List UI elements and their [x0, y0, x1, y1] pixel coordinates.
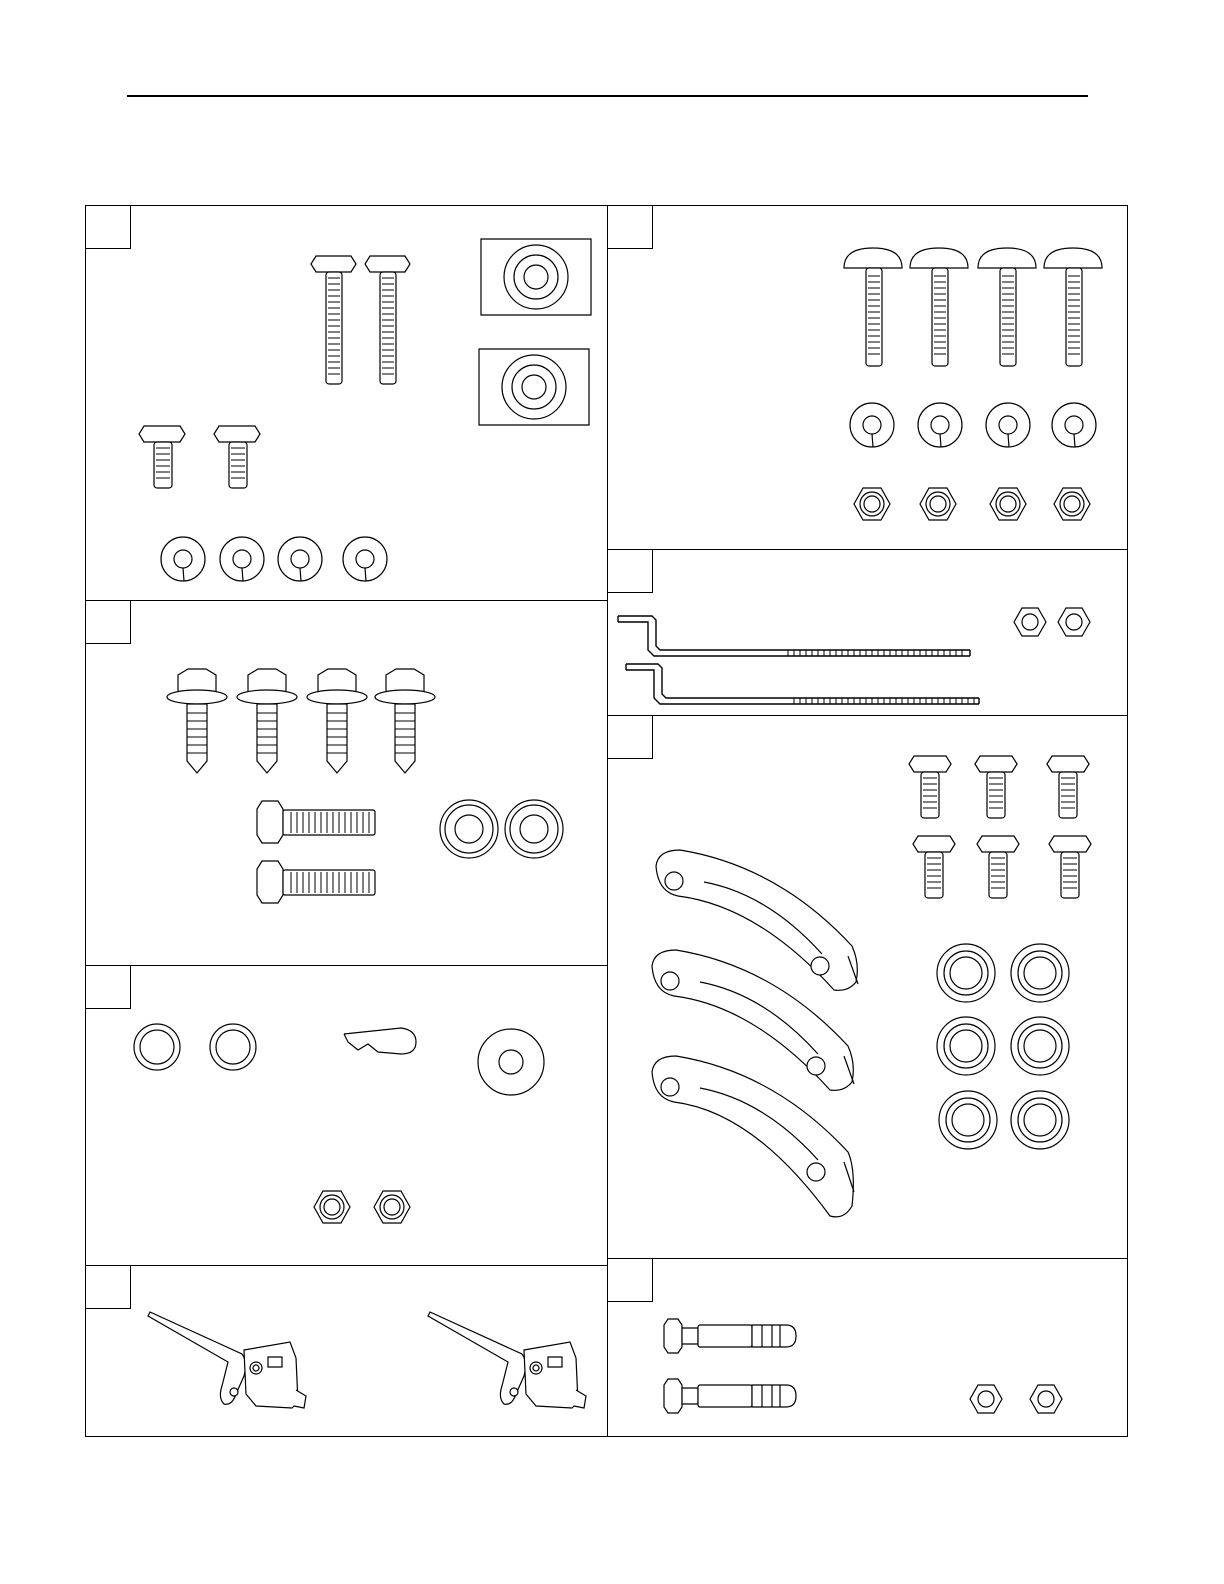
- flange-nut-icon: [1011, 1091, 1069, 1149]
- flange-nut-icon: [440, 800, 498, 858]
- square-washer-icon: [479, 349, 589, 425]
- hex-nut-icon: [970, 1385, 1002, 1413]
- flange-nut-icon: [937, 944, 995, 1002]
- hardware-illustration: [86, 1266, 609, 1438]
- pivot-lever-bracket-icon: [148, 1312, 306, 1408]
- hex-nut-icon: [990, 488, 1026, 520]
- flange-nut-icon: [937, 1017, 995, 1075]
- flange-nut-icon: [1011, 1017, 1069, 1075]
- panel-hardware-bag-a: [85, 205, 608, 601]
- shoulder-bolt-icon: [664, 1319, 796, 1353]
- flange-nut-icon: [939, 1091, 997, 1149]
- panel-hardware-bag-c: [85, 600, 608, 966]
- large-fender-washer-icon: [478, 1029, 544, 1095]
- hex-bolt-icon: [1049, 836, 1091, 898]
- shoulder-bolt-icon: [664, 1379, 796, 1413]
- hex-nut-icon: [1058, 608, 1090, 636]
- hardware-illustration: [608, 550, 1129, 717]
- hex-bolt-icon: [913, 836, 955, 898]
- hex-bolt-icon: [975, 756, 1017, 818]
- thread-lines: [788, 650, 974, 704]
- hardware-illustration: [608, 716, 1129, 1260]
- hex-nut-icon: [854, 488, 890, 520]
- lock-washer-icon: [918, 403, 962, 447]
- hex-bolt-icon: [1047, 756, 1089, 818]
- panel-hardware-bag-f: [85, 965, 608, 1266]
- hex-nut-icon: [1030, 1385, 1062, 1413]
- thread-lines: [868, 276, 1080, 354]
- pivot-lever-bracket-icon: [428, 1312, 586, 1408]
- thread-lines: [156, 278, 394, 478]
- lock-washer-icon: [850, 403, 894, 447]
- flat-washer-icon: [210, 1024, 256, 1070]
- lock-washer-icon: [220, 537, 264, 581]
- panel-hardware-bag-e: [607, 715, 1128, 1259]
- hex-nut-icon: [314, 1191, 350, 1223]
- panel-hardware-bag-h: [607, 1258, 1128, 1437]
- lock-washer-icon: [343, 537, 387, 581]
- panel-hardware-bag-d: [607, 549, 1128, 716]
- hex-nut-icon: [920, 488, 956, 520]
- flat-washer-icon: [134, 1024, 180, 1070]
- flange-nut-icon: [1011, 944, 1069, 1002]
- lock-washer-icon: [986, 403, 1030, 447]
- hardware-illustration: [608, 1259, 1129, 1438]
- short-hex-bolt-icon: [139, 426, 185, 488]
- hairpin-clip-icon: [344, 1028, 416, 1054]
- hardware-illustration: [86, 206, 609, 602]
- hex-nut-icon: [1054, 488, 1090, 520]
- flange-nut-icon: [505, 800, 563, 858]
- hardware-illustration: [86, 601, 609, 967]
- hex-bolt-icon: [909, 756, 951, 818]
- square-washer-icon: [481, 239, 591, 315]
- header-rule: [127, 95, 1088, 97]
- hex-bolt-icon: [977, 836, 1019, 898]
- panel-hardware-bag-b: [607, 205, 1128, 550]
- hex-nut-icon: [374, 1191, 410, 1223]
- hardware-illustration: [608, 206, 1129, 551]
- thread-lines: [187, 713, 415, 893]
- lock-washer-icon: [278, 537, 322, 581]
- lock-washer-icon: [161, 537, 205, 581]
- hex-nut-icon: [1014, 608, 1046, 636]
- lock-washer-icon: [1052, 403, 1096, 447]
- short-hex-bolt-icon: [214, 426, 260, 488]
- panel-hardware-bag-g: [85, 1265, 608, 1437]
- hardware-illustration: [86, 966, 609, 1267]
